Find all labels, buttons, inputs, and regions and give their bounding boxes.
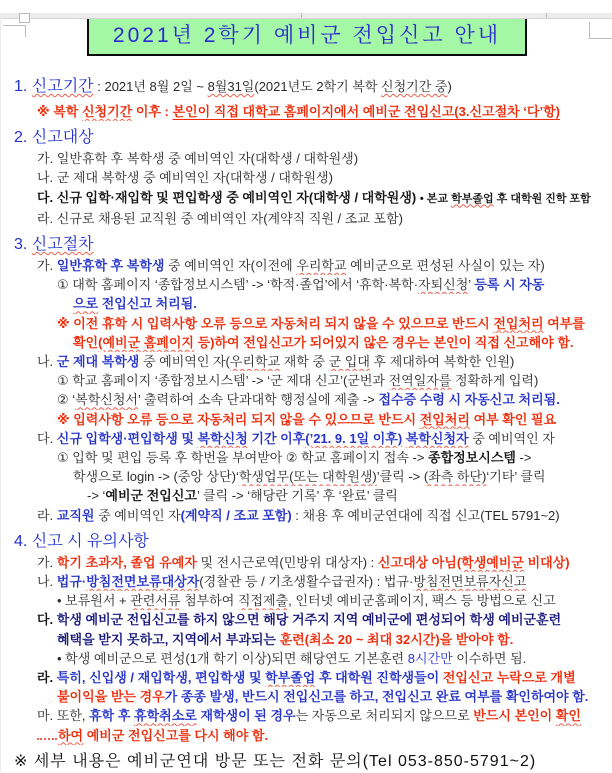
item-3-na-step2 — [1, 390, 612, 409]
text-segment: 군 제대 복학생 — [56, 354, 140, 370]
text-segment: ※ 세부 내용은 예비군연대 방문 또는 전화 문의(Tel 053-850-5791~2) — [14, 752, 537, 770]
text-segment: 등록 시 자동 — [474, 277, 545, 293]
text-segment: ※ 복학 — [37, 104, 82, 119]
item-4-ma — [1, 706, 612, 725]
text-segment: 다. — [37, 430, 57, 446]
text-segment: 나. — [37, 574, 57, 590]
document-page — [0, 13, 612, 772]
section-2-heading — [1, 126, 612, 149]
text-segment: 2. 신고대상 — [14, 129, 94, 147]
text-segment: 종합정보시스템 — [428, 450, 516, 466]
text-segment: 복학신청자 — [405, 430, 469, 446]
text-segment: 전입신고 처리됨. — [98, 296, 197, 312]
text-segment: 비대상) — [523, 554, 570, 570]
text-segment: 확인 — [555, 708, 581, 724]
item-3-da-step1-cont2 — [1, 486, 612, 505]
text-segment: 3. — [14, 236, 32, 254]
text-segment: 군 입대 — [328, 354, 370, 370]
text-segment: 휴학 후 — [89, 708, 135, 724]
item-4-ra-cont — [1, 687, 612, 706]
text-segment: 나. 군 제대 복학생 중 예비역인 자(대학생 / 대학원생) — [37, 170, 333, 186]
text-segment: 복학신청서 — [75, 392, 138, 408]
text-segment: 방침전면보류대상자 — [86, 574, 200, 590]
text-segment: 본인이 직접 대학교 홈페이지에서 예비군 전입신고(3.신고절차 ‘다’항) — [172, 104, 560, 119]
item-3-da-step1-cont1 — [1, 467, 612, 486]
text-segment: 이수하면 됨. — [452, 650, 527, 666]
text-segment: 전입신고 누락으로 개별 — [442, 670, 576, 686]
text-segment: 학생업무(또는 대학원생) — [238, 469, 377, 485]
text-segment: 후 대학원 진학생들이 — [315, 670, 443, 686]
item-2-na — [1, 168, 612, 187]
text-segment: 복학신청 — [197, 430, 248, 446]
text-segment: ’ 출력하여 소속 단과대학 행정실에 제출 -> — [137, 392, 379, 408]
text-segment: 여부 확인 필요 — [469, 411, 557, 427]
item-3-ga-step1-cont — [1, 294, 612, 313]
text-segment: 정확하게 입력) — [451, 373, 539, 389]
text-segment: -> — [515, 450, 532, 466]
text-segment: 예비군 전입신고를 다시 해야 함. — [83, 727, 269, 743]
text-segment: • 학생 예비군으로 편성(1개 학기 이상)되면 해당연도 기본훈련 — [57, 650, 408, 666]
text-segment: 가. — [37, 258, 57, 274]
text-segment: 반드시 본인이 — [473, 708, 556, 724]
text-segment: 전입처리 — [419, 411, 470, 427]
document-title: 2021년 2학기 예비군 전입신고 안내 — [87, 13, 527, 56]
text-segment: 라. 신규로 채용된 교직원 중 예비역인 자(계약직 직원 / 조교 포함) — [37, 210, 403, 226]
text-segment: (좌측 하단) — [423, 469, 487, 485]
text-segment: 관련서류 — [130, 593, 181, 609]
section-1-heading — [1, 75, 612, 98]
text-segment: 학생예비군 — [461, 554, 524, 570]
item-3-ga-warning-cont — [1, 333, 612, 352]
text-segment: 중 예비역인 자 — [94, 507, 181, 523]
text-segment: 는 자동으로 처리되지 않으므로 — [295, 708, 474, 724]
text-segment: 신고대상 아님( — [377, 554, 462, 570]
text-segment: ① 입학 및 편입 등록 후 학번을 부여받아 ② 학교 홈페이지 접속 -> — [57, 450, 429, 466]
text-segment: -> ‘ — [87, 488, 106, 504]
item-4-na — [1, 572, 612, 591]
text-segment: 8월31일 — [207, 79, 255, 94]
text-segment: 특히, 신입생 / 재입학생, 편입학생 및 — [56, 670, 266, 686]
text-segment: 학부졸업 — [265, 670, 316, 686]
text-segment: 가. — [37, 554, 57, 570]
text-segment: 후 대학원 진학 포함 — [493, 192, 591, 205]
ruler-margin-handle[interactable] — [19, 13, 30, 23]
text-segment: ② ‘ — [57, 392, 76, 408]
ruler-tick — [301, 13, 302, 18]
text-segment: 휴학취소로 — [134, 708, 197, 724]
text-segment: 학부졸업 — [451, 192, 494, 205]
text-segment: (2021년도 2학기 복학 — [254, 79, 382, 94]
text-segment: (계약직 / 조교 포함) — [180, 507, 292, 523]
text-segment: (’21. 9. 1일 이후) — [305, 430, 403, 446]
text-segment: 불이익을 받는 경우 — [57, 689, 165, 705]
document-body — [1, 69, 612, 773]
text-segment: 예비군 전입신고 — [105, 488, 197, 504]
text-segment: 학생 예비군 전입신고를 하지 않으면 해당 거주지 지역 예비군에 편성되어 학생 예비군훈련 — [56, 612, 562, 628]
item-3-ga — [1, 256, 612, 275]
item-3-na-step1 — [1, 371, 612, 390]
text-segment: ※ 입력사항 오류 등으로 자동처리 되지 않을 수 있으므로 반드시 — [57, 411, 420, 427]
text-segment: 혜택을 받지 못하고, 지역에서 부과되는 — [57, 631, 280, 647]
ruler-tick — [546, 13, 547, 18]
text-segment: , 인터넷 예비군홈페이지, 팩스 등 방법으로 신고 — [288, 593, 556, 609]
text-segment: 접수증 수령 시 자동신고 처리됨. — [378, 392, 560, 408]
text-segment: (예비군 홈페이지 — [98, 334, 194, 350]
text-segment: 일반휴학 후 복학생 — [56, 258, 165, 274]
text-segment — [37, 726, 57, 740]
text-segment: 신고절차 — [31, 236, 94, 254]
text-segment: 법규· — [56, 574, 87, 590]
text-segment: (경찰관 등 / 기초생활수급권자) : 법규· — [199, 574, 414, 590]
text-segment: 8시간만 — [407, 650, 453, 666]
text-segment: 학기 초과자, 졸업 유예자 — [56, 554, 197, 570]
text-segment: 방침전면보류자신고 — [413, 574, 527, 590]
text-segment: 으로 — [73, 296, 99, 312]
text-segment: 4. 신고 시 유의사항 — [14, 532, 149, 550]
item-4-na-bullet — [1, 591, 612, 610]
text-segment: 다. — [37, 612, 57, 628]
text-segment: 중 예비역인 자(이전에 — [164, 258, 297, 274]
editor-ruler-strip — [1, 13, 612, 19]
text-segment: 자퇴신청 — [418, 277, 469, 293]
text-segment: 가 종종 발생, 반드시 전입신고를 하고, 전입신고 완료 여부를 확인하여야 함. — [164, 689, 589, 705]
text-segment: 재학 중 — [280, 354, 329, 370]
text-segment: 중 예비역인 자( — [139, 354, 230, 370]
section-4-heading — [1, 530, 612, 553]
text-segment: 2021년 8월 2일 ~ — [104, 79, 208, 94]
item-4-ga — [1, 553, 612, 572]
text-segment: 마. 또한, — [37, 708, 90, 724]
text-segment: 후 제대하여 복학한 인원) — [369, 354, 515, 370]
text-segment: ‘기타’ 클릭 — [486, 469, 546, 485]
item-3-da-step1 — [1, 448, 612, 467]
item-4-da-cont — [1, 630, 612, 649]
text-segment: 교직원 — [56, 507, 95, 523]
page-corner-mark-left — [3, 25, 26, 37]
item-3-na — [1, 352, 612, 371]
text-segment: ) — [447, 79, 452, 94]
text-segment: 예비군으로 편성된 사실이 있는 자) — [346, 258, 545, 274]
text-segment: 전역일자를 — [388, 373, 452, 389]
text-segment: ※ 이전 휴학 시 입력사항 오류 등으로 자동처리 되지 않을 수 있으므로 반드시 — [57, 315, 494, 331]
text-segment: 하여 — [58, 727, 84, 743]
item-4-da — [1, 610, 612, 629]
text-segment: • 보류원서 + — [57, 593, 131, 609]
text-segment: : — [93, 79, 105, 94]
text-segment: ’클릭 -> — [376, 469, 424, 485]
text-segment: 확인 — [73, 334, 99, 350]
section-3-heading — [1, 233, 612, 256]
page-corner-mark-right — [589, 22, 612, 39]
text-segment: 다. 신규 입학·재입학 및 편입학생 중 예비역인 자(대학생 / 대학원생) — [37, 189, 420, 205]
text-segment: 재학생이 된 경우 — [196, 708, 296, 724]
text-segment: 신청기간 — [81, 104, 133, 119]
item-3-ra — [1, 506, 612, 525]
item-3-ga-warning — [1, 314, 612, 333]
text-segment: 신청기간 중 — [381, 79, 448, 94]
text-segment: 훈련(최소 20 ~ 최대 32시간)을 받아야 함. — [279, 631, 514, 647]
text-segment: 기간 이후 — [247, 430, 306, 446]
text-segment: 전입처리 — [493, 315, 544, 331]
text-segment: 등)하여 전입신고가 되어있지 않은 경우는 본인이 직접 신고해야 함. — [193, 334, 574, 350]
item-3-ga-step1 — [1, 275, 612, 294]
item-2-ra — [1, 209, 612, 228]
text-segment: ’ — [468, 277, 475, 293]
text-segment: 가. 일반휴학 후 복학생 중 예비역인 자(대학생 / 대학원생) — [37, 151, 359, 167]
footer-contact — [1, 750, 612, 773]
item-3-da — [1, 429, 612, 448]
item-4-da-bullet — [1, 649, 612, 668]
text-segment: ’ 클릭 -> ‘해당란 기록’ 후 ‘완료’ 클릭 — [196, 488, 398, 504]
text-segment: 라. — [37, 670, 57, 686]
text-segment: 우리학교 — [296, 258, 347, 274]
text-segment: 라. — [37, 507, 57, 523]
text-segment: 직접제출 — [237, 593, 289, 609]
text-segment: 이후 : — [132, 104, 173, 119]
item-3-na-warning — [1, 410, 612, 429]
text-segment: 첨부하여 — [180, 593, 238, 609]
text-segment: : 채용 후 예비군연대에 직접 신고(TEL 5791~2) — [291, 507, 560, 523]
text-segment: ① 학교 홈페이지 ‘종합정보시스템’ -> ‘군 제대 신고’(군번과 — [57, 373, 389, 389]
text-segment: 우리학교 — [229, 354, 281, 370]
text-segment: 나. — [37, 354, 57, 370]
text-segment: 여부를 — [543, 315, 585, 331]
item-4-ma-cont — [1, 726, 612, 745]
section-1-note — [1, 102, 612, 121]
text-segment: 1. — [14, 78, 32, 95]
text-segment: 및 전시근로역(민방위 대상자) : — [196, 554, 378, 570]
item-2-da — [1, 188, 612, 209]
text-segment: • 본교 — [419, 192, 452, 205]
text-segment: 신규 입학생·편입학생 및 — [56, 430, 198, 446]
text-segment: 학생으로 login -> (중앙 상단)‘ — [73, 469, 239, 485]
text-segment: ① 대학 홈페이지 ‘종합정보시스템’ -> ‘학적·졸업’에서 ‘휴학·복학· — [57, 277, 419, 293]
text-segment: 중 예비역인 자 — [468, 430, 555, 446]
item-4-ra — [1, 668, 612, 687]
text-segment: 신고기간 — [31, 78, 94, 95]
item-2-ga — [1, 149, 612, 168]
